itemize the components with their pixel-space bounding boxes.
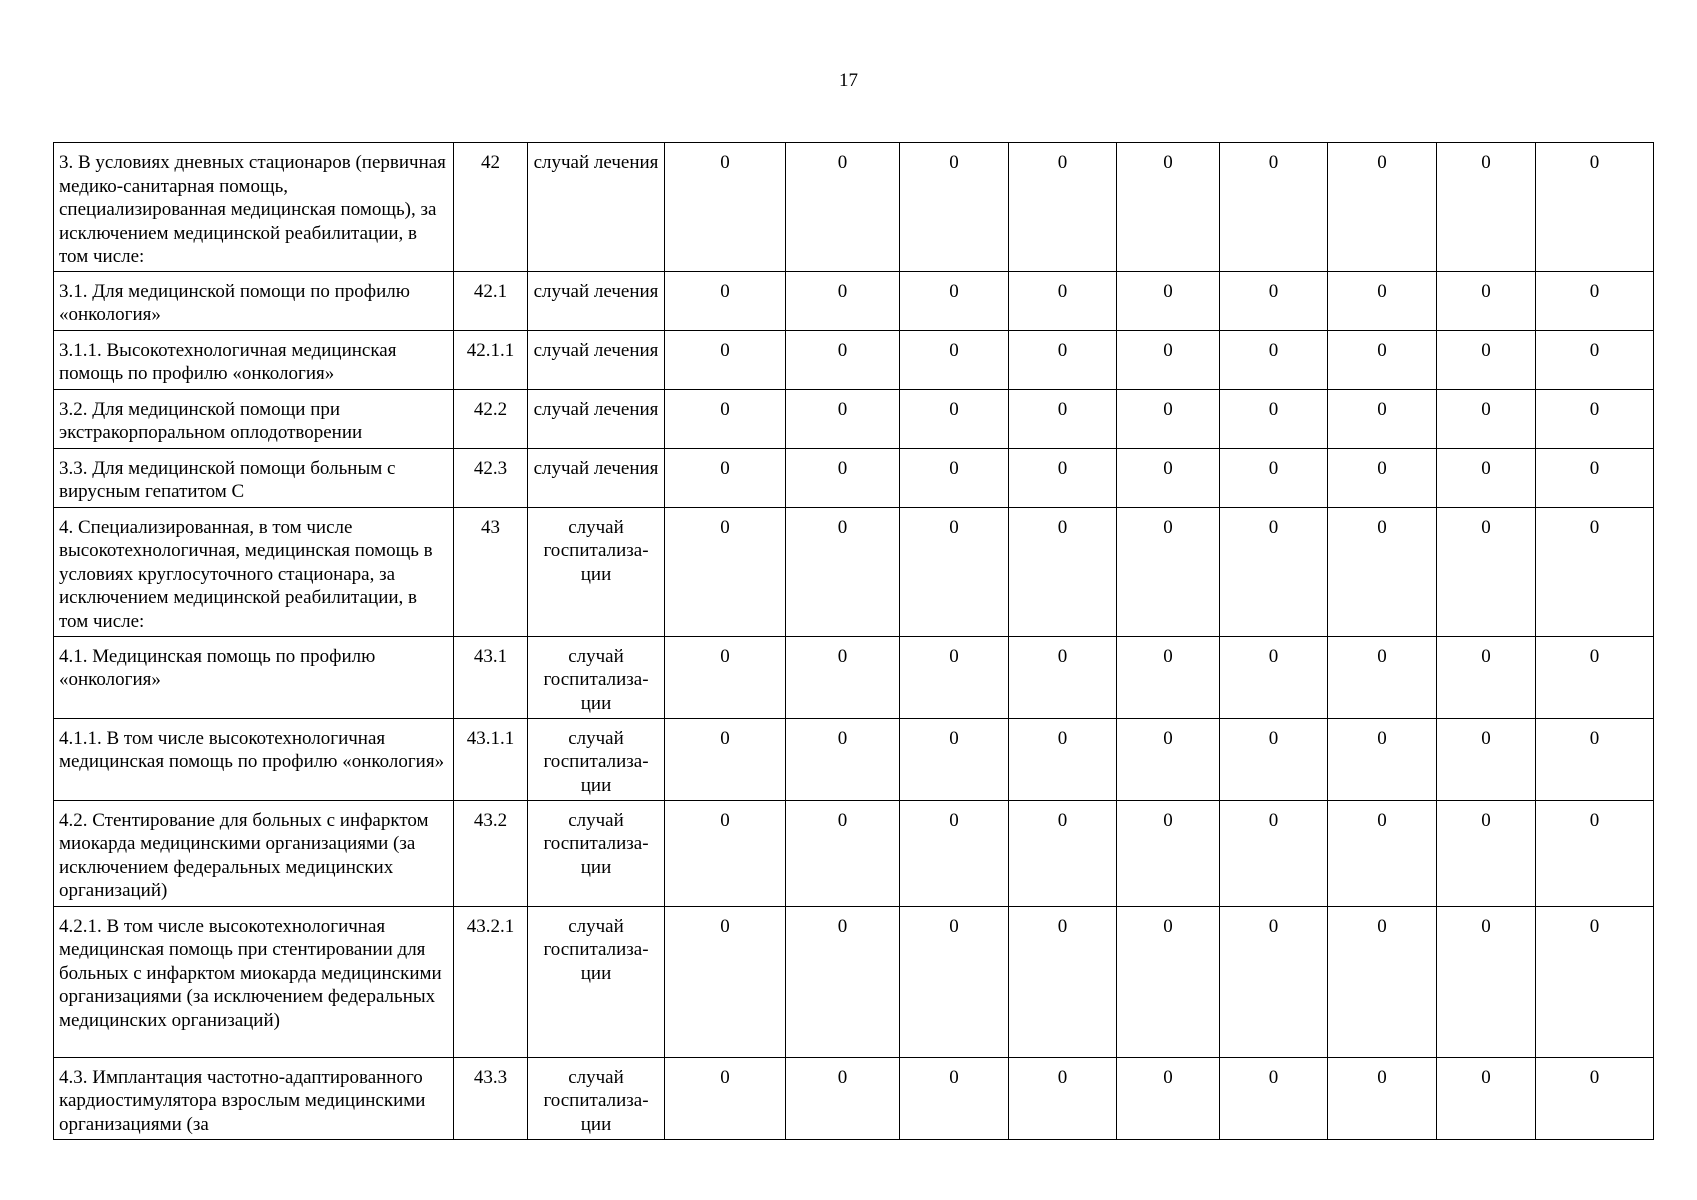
row-value: 0	[786, 389, 900, 448]
row-value: 0	[665, 330, 786, 389]
row-value: 0	[1536, 143, 1654, 272]
row-unit: случай госпитализа-ции	[528, 507, 665, 636]
row-value: 0	[1437, 800, 1536, 906]
row-value: 0	[1437, 330, 1536, 389]
row-unit: случай лечения	[528, 330, 665, 389]
row-code: 42.1	[454, 271, 528, 330]
row-unit: случай госпитализа-ции	[528, 636, 665, 718]
row-value: 0	[1437, 718, 1536, 800]
row-value: 0	[1009, 718, 1117, 800]
table-row	[54, 330, 1654, 389]
row-value: 0	[1536, 718, 1654, 800]
row-value: 0	[1220, 330, 1328, 389]
row-value: 0	[1437, 507, 1536, 636]
row-value: 0	[1328, 906, 1437, 1057]
row-value: 0	[1328, 1057, 1437, 1139]
row-value: 0	[665, 1057, 786, 1139]
row-value: 0	[786, 507, 900, 636]
row-value: 0	[1328, 143, 1437, 272]
row-value: 0	[1437, 389, 1536, 448]
table-row	[54, 271, 1654, 330]
row-value: 0	[1220, 507, 1328, 636]
row-value: 0	[1117, 271, 1220, 330]
table-body	[54, 143, 1654, 1140]
row-code: 43.1.1	[454, 718, 528, 800]
row-unit: случай лечения	[528, 448, 665, 507]
row-code: 42.2	[454, 389, 528, 448]
row-value: 0	[1117, 800, 1220, 906]
row-value: 0	[1536, 636, 1654, 718]
row-value: 0	[900, 718, 1009, 800]
row-unit: случай госпитализа-ции	[528, 906, 665, 1057]
table-row	[54, 389, 1654, 448]
row-value: 0	[1117, 718, 1220, 800]
row-description: 3.2. Для медицинской помощи при экстракорпоральном оплодотворении	[54, 389, 454, 448]
row-value: 0	[665, 800, 786, 906]
row-value: 0	[1009, 448, 1117, 507]
row-value: 0	[1117, 389, 1220, 448]
row-description: 3.1. Для медицинской помощи по профилю «онкология»	[54, 271, 454, 330]
row-value: 0	[786, 718, 900, 800]
row-value: 0	[900, 389, 1009, 448]
row-value: 0	[1328, 507, 1437, 636]
row-value: 0	[1536, 507, 1654, 636]
row-value: 0	[1117, 448, 1220, 507]
row-value: 0	[1220, 389, 1328, 448]
row-unit: случай лечения	[528, 143, 665, 272]
row-code: 42	[454, 143, 528, 272]
row-description: 4.2.1. В том числе высокотехнологичная медицинская помощь при стентировании для больных с инфарктом миокарда медицинскими организациями (за исключением федеральных медицинских организаций)	[54, 906, 454, 1057]
row-value: 0	[665, 389, 786, 448]
row-description: 4.2. Стентирование для больных с инфарктом миокарда медицинскими организациями (за исключением федеральных медицинских организаций)	[54, 800, 454, 906]
row-value: 0	[1009, 389, 1117, 448]
row-value: 0	[900, 906, 1009, 1057]
row-unit: случай лечения	[528, 389, 665, 448]
row-value: 0	[1009, 507, 1117, 636]
row-code: 43.3	[454, 1057, 528, 1139]
row-value: 0	[1009, 800, 1117, 906]
table-row	[54, 448, 1654, 507]
row-value: 0	[1117, 143, 1220, 272]
table-row	[54, 718, 1654, 800]
table-row	[54, 507, 1654, 636]
row-unit: случай госпитализа-ции	[528, 718, 665, 800]
row-value: 0	[665, 448, 786, 507]
row-value: 0	[1536, 906, 1654, 1057]
row-code: 43.2.1	[454, 906, 528, 1057]
row-value: 0	[900, 636, 1009, 718]
page-number-text: 17	[839, 70, 858, 91]
row-value: 0	[1437, 271, 1536, 330]
row-value: 0	[665, 507, 786, 636]
row-value: 0	[786, 448, 900, 507]
row-value: 0	[1328, 448, 1437, 507]
row-unit: случай госпитализа-ции	[528, 1057, 665, 1139]
row-value: 0	[1437, 1057, 1536, 1139]
row-value: 0	[1117, 636, 1220, 718]
row-value: 0	[1536, 448, 1654, 507]
table-row	[54, 143, 1654, 272]
table-row	[54, 1057, 1654, 1139]
row-value: 0	[900, 1057, 1009, 1139]
row-code: 42.3	[454, 448, 528, 507]
row-value: 0	[1117, 1057, 1220, 1139]
page-number	[0, 70, 1697, 92]
row-value: 0	[786, 800, 900, 906]
row-value: 0	[786, 143, 900, 272]
row-value: 0	[1220, 448, 1328, 507]
row-value: 0	[1536, 330, 1654, 389]
row-value: 0	[786, 271, 900, 330]
row-value: 0	[1009, 143, 1117, 272]
row-value: 0	[665, 636, 786, 718]
row-value: 0	[1328, 718, 1437, 800]
row-value: 0	[1536, 1057, 1654, 1139]
row-value: 0	[1009, 636, 1117, 718]
row-value: 0	[1220, 1057, 1328, 1139]
row-description: 4.1.1. В том числе высокотехнологичная медицинская помощь по профилю «онкология»	[54, 718, 454, 800]
row-value: 0	[786, 330, 900, 389]
row-description: 3. В условиях дневных стационаров (первичная медико-санитарная помощь, специализированная медицинская помощь), за исключением медицинской реабилитации, в том числе:	[54, 143, 454, 272]
row-value: 0	[1328, 330, 1437, 389]
row-value: 0	[1009, 330, 1117, 389]
row-value: 0	[1009, 906, 1117, 1057]
row-value: 0	[900, 800, 1009, 906]
row-value: 0	[1437, 636, 1536, 718]
table-row	[54, 906, 1654, 1057]
row-value: 0	[900, 507, 1009, 636]
row-value: 0	[1220, 800, 1328, 906]
row-value: 0	[665, 143, 786, 272]
data-table	[53, 142, 1654, 1140]
row-value: 0	[1117, 906, 1220, 1057]
row-value: 0	[1009, 271, 1117, 330]
row-description: 3.3. Для медицинской помощи больным с вирусным гепатитом С	[54, 448, 454, 507]
row-value: 0	[1437, 143, 1536, 272]
row-value: 0	[665, 271, 786, 330]
row-value: 0	[1009, 1057, 1117, 1139]
row-code: 43.2	[454, 800, 528, 906]
row-value: 0	[665, 906, 786, 1057]
row-value: 0	[1220, 636, 1328, 718]
row-code: 42.1.1	[454, 330, 528, 389]
row-value: 0	[1328, 800, 1437, 906]
row-description: 4.1. Медицинская помощь по профилю «онкология»	[54, 636, 454, 718]
row-description: 4.3. Имплантация частотно-адаптированного кардиостимулятора взрослым медицинскими организациями (за	[54, 1057, 454, 1139]
row-value: 0	[900, 448, 1009, 507]
row-value: 0	[786, 636, 900, 718]
row-value: 0	[1328, 389, 1437, 448]
row-code: 43.1	[454, 636, 528, 718]
row-value: 0	[786, 1057, 900, 1139]
row-value: 0	[1437, 448, 1536, 507]
row-description: 3.1.1. Высокотехнологичная медицинская помощь по профилю «онкология»	[54, 330, 454, 389]
row-value: 0	[786, 906, 900, 1057]
row-unit: случай госпитализа-ции	[528, 800, 665, 906]
row-unit: случай лечения	[528, 271, 665, 330]
row-value: 0	[1220, 906, 1328, 1057]
row-value: 0	[1328, 636, 1437, 718]
row-value: 0	[1117, 507, 1220, 636]
table-row	[54, 800, 1654, 906]
row-value: 0	[900, 271, 1009, 330]
row-description: 4. Специализированная, в том числе высокотехнологичная, медицинская помощь в условиях круглосуточного стационара, за исключением медицинской реабилитации, в том числе:	[54, 507, 454, 636]
row-value: 0	[900, 143, 1009, 272]
table-row	[54, 636, 1654, 718]
row-value: 0	[1117, 330, 1220, 389]
row-value: 0	[1437, 906, 1536, 1057]
row-value: 0	[1220, 143, 1328, 272]
row-value: 0	[1220, 718, 1328, 800]
row-code: 43	[454, 507, 528, 636]
row-value: 0	[1220, 271, 1328, 330]
row-value: 0	[665, 718, 786, 800]
row-value: 0	[1536, 389, 1654, 448]
row-value: 0	[1536, 271, 1654, 330]
row-value: 0	[1328, 271, 1437, 330]
row-value: 0	[900, 330, 1009, 389]
row-value: 0	[1536, 800, 1654, 906]
